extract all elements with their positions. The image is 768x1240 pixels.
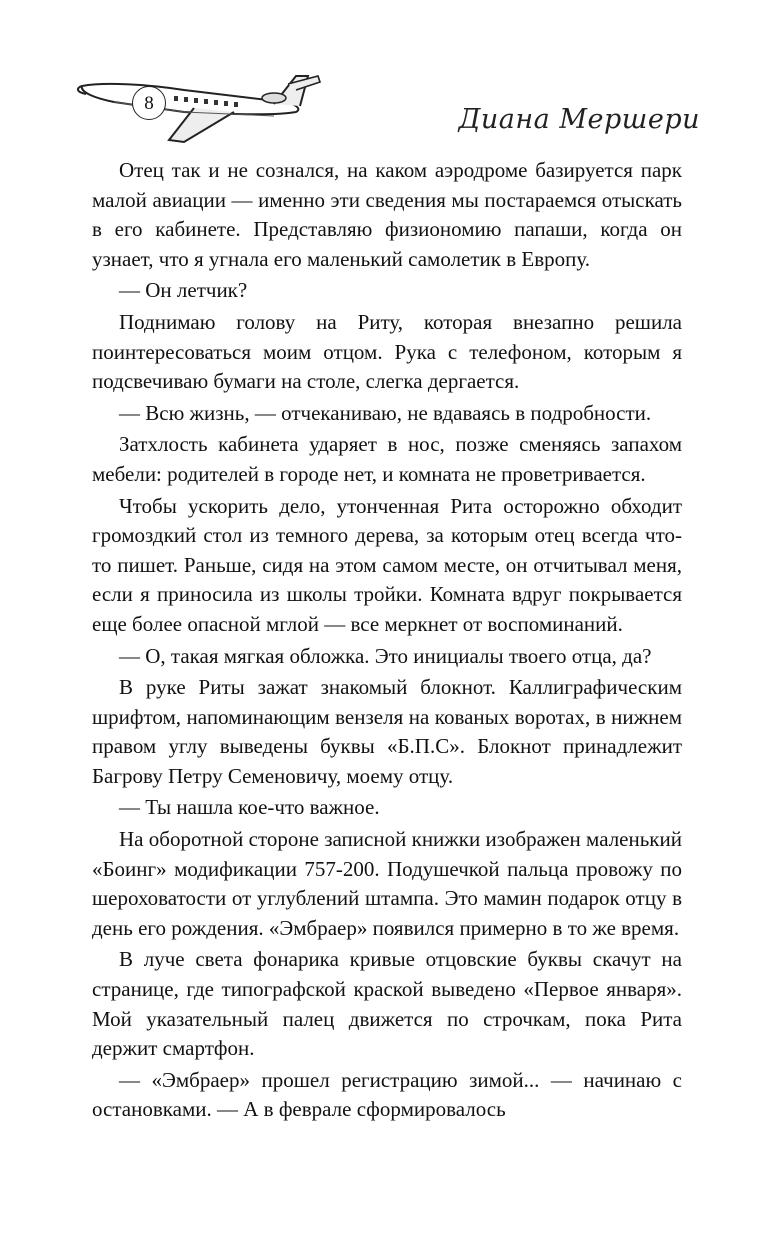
paragraph: В луче света фонарика кривые отцовские буквы скачут на странице, где типографской краской выведено «Первое января». Мой указательный палец движется по строчкам, пока Рита держит смартфон. (92, 947, 682, 1061)
paragraph: — Всю жизнь, — отчеканиваю, не вдаваясь в подробности. (119, 400, 652, 425)
airplane-windows (174, 96, 238, 107)
paragraph: Поднимаю голову на Риту, которая внезапно решила поинтересоваться моим отцом. Рука с телефоном, которым я подсвечиваю бумаги на столе, слегка дергается. (92, 309, 682, 394)
text-body (92, 156, 682, 1127)
airplane-icon (74, 62, 324, 144)
paragraph: Затхлость кабинета ударяет в нос, позже сменяясь запахом мебели: родителей в городе нет, и комната не проветривается. (92, 432, 682, 486)
paragraph: На оборотной стороне записной книжки изображен маленький «Боинг» модификации 757-200. Подушечкой пальца провожу по шероховатости от углублений штампа. Это мамин подарок отцу в день его рождения. «Эмбраер» появился примерно в то же время. (92, 827, 682, 940)
paragraph: Чтобы ускорить дело, утонченная Рита осторожно обходит громоздкий стол из темного дерева, за которым отец всегда что-то пишет. Раньше, сидя на этом самом месте, он отчитывал меня, если я приносила из школы тройки. Комната вдруг покрывается еще более опасной мглой — все меркнет от воспоминаний. (92, 493, 682, 636)
paragraph: В руке Риты зажат знакомый блокнот. Каллиграфическим шрифтом, напоминающим вензеля на кованых воротах, в нижнем правом углу выведены буквы «Б.П.С». Блокнот принадлежит Багрову Петру Семеновичу, моему отцу. (92, 675, 682, 788)
paragraph: — «Эмбраер» прошел регистрацию зимой... — начинаю с остановками. — А в феврале сформировалось (92, 1067, 682, 1122)
airplane-engine (262, 93, 286, 103)
paragraph: — О, такая мягкая обложка. Это инициалы твоего отца, да? (119, 643, 652, 668)
author-name: Диана Мершери (458, 104, 700, 135)
paragraph: — Он летчик? (119, 278, 248, 303)
page-number: 8 (132, 86, 166, 120)
paragraph: Отец так и не сознался, на каком аэродроме базируется парк малой авиации — именно эти сведения мы постараемся отыскать в его кабинете. Представляю физиономию папаши, когда он узнает, что я угнала его маленький самолетик в Европу. (92, 158, 682, 271)
paragraph: — Ты нашла кое-что важное. (119, 795, 380, 820)
